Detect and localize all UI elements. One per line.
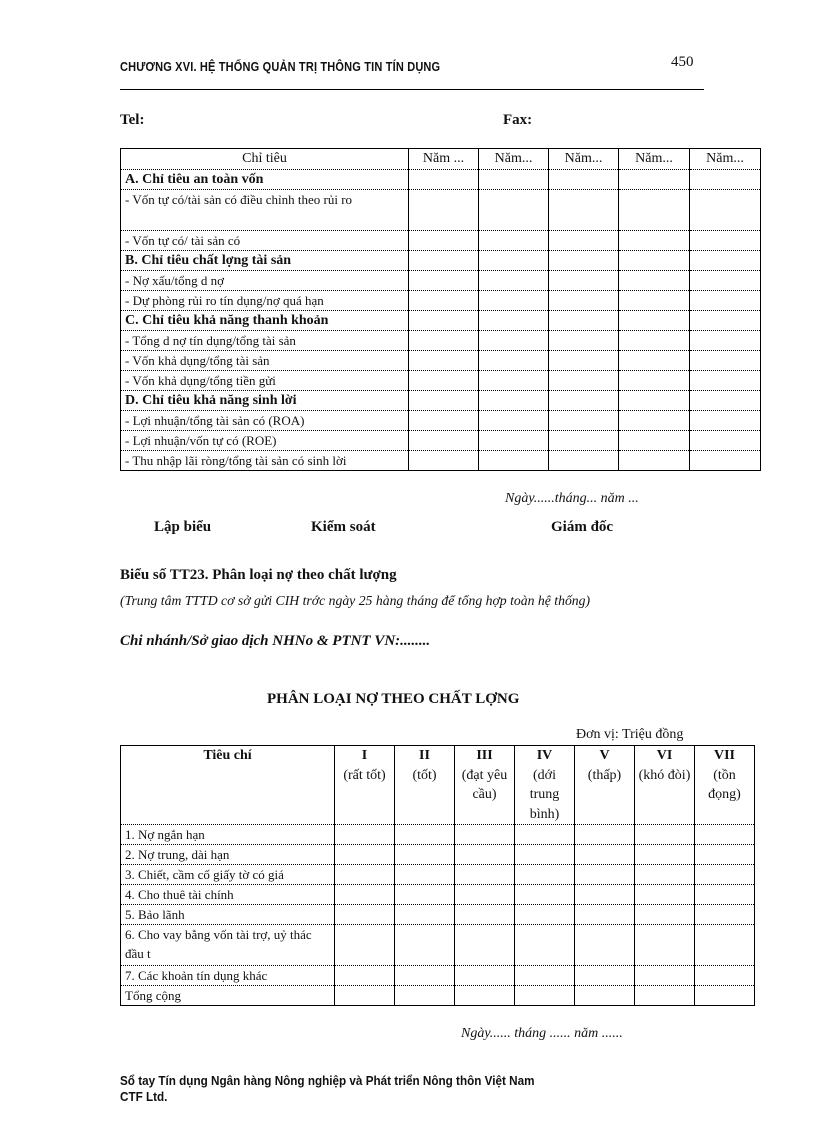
value-cell <box>695 986 755 1006</box>
signature-director: Giám đốc <box>551 519 614 535</box>
table-row <box>121 231 761 251</box>
row-label: - Dự phòng rủi ro tín dụng/nợ quá hạn <box>121 291 409 311</box>
value-cell <box>575 905 635 925</box>
value-cell <box>515 845 575 865</box>
row-label: Tổng cộng <box>121 986 335 1006</box>
header-class-1 <box>335 746 395 825</box>
value-cell <box>395 825 455 845</box>
section-row <box>121 391 761 411</box>
value-cell <box>619 231 690 251</box>
value-cell <box>479 271 549 291</box>
value-cell <box>549 311 619 331</box>
value-cell <box>690 351 761 371</box>
value-cell <box>395 905 455 925</box>
value-cell <box>335 966 395 986</box>
class-roman: I <box>361 748 368 763</box>
table-row <box>121 190 761 231</box>
value-cell <box>619 431 690 451</box>
value-cell <box>549 190 619 231</box>
row-label: - Vốn tự có/ tài sản có <box>121 231 409 251</box>
value-cell <box>549 231 619 251</box>
value-cell <box>479 391 549 411</box>
value-cell <box>549 251 619 271</box>
tel-label: Tel: <box>120 112 145 128</box>
row-label: - Thu nhập lãi ròng/tổng tài sản có sinh lời <box>121 451 409 471</box>
value-cell <box>409 351 479 371</box>
chapter-title: CHƯƠNG XVI. HỆ THỐNG QUẢN TRỊ THÔNG TIN TÍN DỤNG <box>120 60 441 74</box>
table-row <box>121 351 761 371</box>
header-class-6 <box>635 746 695 825</box>
header-year-1: Năm ... <box>409 149 479 170</box>
signature-prepared: Lập biểu <box>154 519 212 535</box>
value-cell <box>549 371 619 391</box>
table-row <box>121 431 761 451</box>
value-cell <box>575 845 635 865</box>
value-cell <box>575 825 635 845</box>
value-cell <box>409 311 479 331</box>
row-label: 3. Chiết, cầm cố giấy tờ có giá <box>121 865 335 885</box>
header-class-5 <box>575 746 635 825</box>
value-cell <box>619 271 690 291</box>
value-cell <box>515 986 575 1006</box>
fax-label: Fax: <box>503 112 533 128</box>
value-cell <box>549 271 619 291</box>
value-cell <box>395 865 455 885</box>
value-cell <box>635 986 695 1006</box>
page-number: 450 <box>671 54 694 70</box>
value-cell <box>409 170 479 190</box>
value-cell <box>409 190 479 231</box>
class-roman: II <box>419 748 430 763</box>
value-cell <box>690 170 761 190</box>
value-cell <box>690 411 761 431</box>
value-cell <box>619 411 690 431</box>
value-cell <box>690 371 761 391</box>
value-cell <box>690 431 761 451</box>
value-cell <box>619 170 690 190</box>
value-cell <box>690 231 761 251</box>
value-cell <box>575 925 635 966</box>
section-row <box>121 170 761 190</box>
value-cell <box>455 845 515 865</box>
value-cell <box>409 451 479 471</box>
header-criteria <box>121 746 335 825</box>
value-cell <box>479 431 549 451</box>
date-line-1: Ngày......tháng... năm ... <box>505 491 639 506</box>
value-cell <box>549 331 619 351</box>
row-label: - Nợ xấu/tổng d nợ <box>121 271 409 291</box>
value-cell <box>575 865 635 885</box>
value-cell <box>409 431 479 451</box>
value-cell <box>619 311 690 331</box>
header-class-3 <box>455 746 515 825</box>
value-cell <box>335 885 395 905</box>
value-cell <box>695 885 755 905</box>
value-cell <box>515 825 575 845</box>
value-cell <box>409 331 479 351</box>
value-cell <box>479 311 549 331</box>
section-heading: PHÂN LOẠI NỢ THEO CHẤT LỢNG <box>267 691 520 707</box>
value-cell <box>515 966 575 986</box>
class-description: (tốt) <box>412 767 437 783</box>
value-cell <box>479 170 549 190</box>
value-cell <box>549 351 619 371</box>
value-cell <box>335 925 395 966</box>
value-cell <box>619 391 690 411</box>
table-row <box>121 966 755 986</box>
section-row <box>121 251 761 271</box>
value-cell <box>549 411 619 431</box>
header-divider <box>120 89 704 90</box>
header-year-5: Năm... <box>690 149 761 170</box>
value-cell <box>455 925 515 966</box>
value-cell <box>575 986 635 1006</box>
footer-line-1: Sổ tay Tín dụng Ngân hàng Nông nghiệp và Phát triển Nông thôn Việt Nam <box>120 1073 535 1088</box>
value-cell <box>690 291 761 311</box>
value-cell <box>395 986 455 1006</box>
value-cell <box>549 451 619 471</box>
class-description: (tồn đọng) <box>708 767 741 802</box>
value-cell <box>619 331 690 351</box>
value-cell <box>690 251 761 271</box>
value-cell <box>455 865 515 885</box>
value-cell <box>549 291 619 311</box>
row-label: - Vốn khả dụng/tổng tài sản <box>121 351 409 371</box>
date-line-2: Ngày...... tháng ...... năm ...... <box>461 1026 623 1041</box>
signature-controlled: Kiểm soát <box>311 519 376 535</box>
value-cell <box>690 451 761 471</box>
value-cell <box>455 986 515 1006</box>
financial-indicators-table <box>120 148 761 471</box>
table-row <box>121 925 755 966</box>
value-cell <box>619 351 690 371</box>
header-class-2 <box>395 746 455 825</box>
value-cell <box>690 391 761 411</box>
row-label: - Tổng d nợ tín dụng/tổng tài sản <box>121 331 409 351</box>
value-cell <box>619 451 690 471</box>
value-cell <box>479 231 549 251</box>
class-description: (đạt yêu cầu) <box>461 767 508 802</box>
value-cell <box>695 825 755 845</box>
class-roman: VII <box>713 748 735 763</box>
row-label: 2. Nợ trung, dài hạn <box>121 845 335 865</box>
value-cell <box>690 331 761 351</box>
table-row <box>121 825 755 845</box>
table-row <box>121 845 755 865</box>
table-header-row <box>121 746 755 825</box>
table-row <box>121 451 761 471</box>
value-cell <box>409 251 479 271</box>
row-label: D. Chỉ tiêu khả năng sinh lời <box>121 391 409 411</box>
table-row <box>121 986 755 1006</box>
table-row <box>121 905 755 925</box>
row-label: A. Chỉ tiêu an toàn vốn <box>121 170 409 190</box>
value-cell <box>479 451 549 471</box>
header-year-4: Năm... <box>619 149 690 170</box>
value-cell <box>409 391 479 411</box>
value-cell <box>695 865 755 885</box>
value-cell <box>635 885 695 905</box>
value-cell <box>455 885 515 905</box>
table-row <box>121 291 761 311</box>
row-label: B. Chỉ tiêu chất lợng tài sản <box>121 251 409 271</box>
row-label: 4. Cho thuê tài chính <box>121 885 335 905</box>
value-cell <box>549 170 619 190</box>
value-cell <box>549 431 619 451</box>
row-label: 5. Bảo lãnh <box>121 905 335 925</box>
value-cell <box>479 190 549 231</box>
header-year-3: Năm... <box>549 149 619 170</box>
value-cell <box>335 986 395 1006</box>
value-cell <box>335 905 395 925</box>
value-cell <box>695 966 755 986</box>
value-cell <box>515 885 575 905</box>
table-row <box>121 865 755 885</box>
row-label: - Lợi nhuận/vốn tự có (ROE) <box>121 431 409 451</box>
value-cell <box>619 190 690 231</box>
value-cell <box>619 251 690 271</box>
value-cell <box>515 925 575 966</box>
value-cell <box>695 905 755 925</box>
class-roman: III <box>476 748 493 763</box>
value-cell <box>635 845 695 865</box>
value-cell <box>690 311 761 331</box>
table-row <box>121 371 761 391</box>
class-description: (rất tốt) <box>343 767 386 783</box>
value-cell <box>479 251 549 271</box>
class-roman: V <box>599 748 610 763</box>
value-cell <box>515 905 575 925</box>
value-cell <box>690 271 761 291</box>
value-cell <box>635 925 695 966</box>
value-cell <box>409 411 479 431</box>
table-row <box>121 271 761 291</box>
header-class-7 <box>695 746 755 825</box>
value-cell <box>635 825 695 845</box>
value-cell <box>695 845 755 865</box>
class-description: (khó đòi) <box>638 767 691 783</box>
value-cell <box>575 885 635 905</box>
value-cell <box>479 331 549 351</box>
value-cell <box>479 411 549 431</box>
row-label: - Vốn khả dụng/tổng tiền gửi <box>121 371 409 391</box>
value-cell <box>409 271 479 291</box>
value-cell <box>479 291 549 311</box>
class-roman: IV <box>536 748 553 763</box>
unit-label: Đơn vị: Triệu đồng <box>576 727 684 742</box>
table-row <box>121 885 755 905</box>
row-label: C. Chỉ tiêu khả năng thanh khoản <box>121 311 409 331</box>
value-cell <box>515 865 575 885</box>
table-row <box>121 331 761 351</box>
class-roman: VI <box>656 748 673 763</box>
value-cell <box>409 231 479 251</box>
header-indicator: Chỉ tiêu <box>121 149 409 170</box>
value-cell <box>455 905 515 925</box>
value-cell <box>395 925 455 966</box>
value-cell <box>455 966 515 986</box>
value-cell <box>395 885 455 905</box>
value-cell <box>619 371 690 391</box>
row-label: - Vốn tự có/tài sản có điều chỉnh theo rủi ro <box>121 190 409 231</box>
branch-line: Chi nhánh/Sở giao dịch NHNo & PTNT VN:........ <box>120 633 431 649</box>
value-cell <box>335 845 395 865</box>
value-cell <box>395 966 455 986</box>
row-label: 1. Nợ ngắn hạn <box>121 825 335 845</box>
value-cell <box>479 371 549 391</box>
form-note: (Trung tâm TTTD cơ sở gửi CIH trớc ngày 25 hàng tháng để tổng hợp toàn hệ thống) <box>120 594 591 609</box>
header-year-2: Năm... <box>479 149 549 170</box>
header-class-4 <box>515 746 575 825</box>
row-label: - Lợi nhuận/tổng tài sản có (ROA) <box>121 411 409 431</box>
value-cell <box>479 351 549 371</box>
table-row <box>121 411 761 431</box>
form-title: Biểu số TT23. Phân loại nợ theo chất lượng <box>120 567 397 583</box>
header-criteria-label: Tiêu chí <box>203 748 252 763</box>
footer-line-2: CTF Ltd. <box>120 1089 168 1104</box>
value-cell <box>695 925 755 966</box>
value-cell <box>635 905 695 925</box>
value-cell <box>575 966 635 986</box>
value-cell <box>395 845 455 865</box>
value-cell <box>619 291 690 311</box>
debt-classification-table <box>120 745 755 1006</box>
table-header-row <box>121 149 761 170</box>
section-row <box>121 311 761 331</box>
value-cell <box>335 825 395 845</box>
value-cell <box>690 190 761 231</box>
value-cell <box>635 966 695 986</box>
value-cell <box>549 391 619 411</box>
value-cell <box>635 865 695 885</box>
row-label: 6. Cho vay bằng vốn tài trợ, uỷ thác đầu t <box>121 925 335 966</box>
value-cell <box>455 825 515 845</box>
value-cell <box>409 291 479 311</box>
value-cell <box>335 865 395 885</box>
class-description: (thấp) <box>587 767 622 783</box>
value-cell <box>409 371 479 391</box>
row-label: 7. Các khoản tín dụng khác <box>121 966 335 986</box>
class-description: (dới trung bình) <box>529 767 560 822</box>
